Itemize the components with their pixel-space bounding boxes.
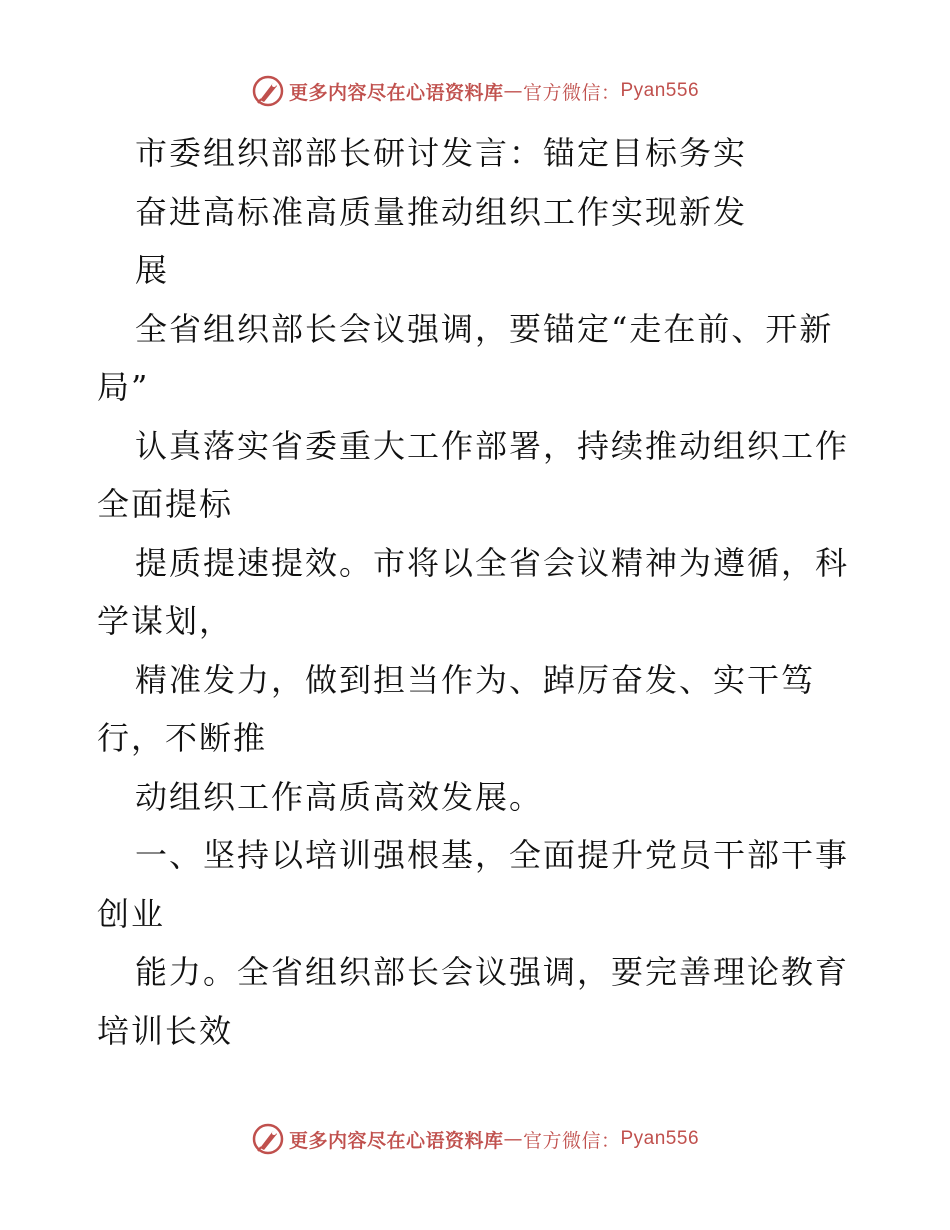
header-wechat-id: Pyan556 (620, 80, 700, 101)
text-line: 全省组织部长会议强调，要锚定“走在前、开新 (135, 309, 834, 348)
text-line: 认真落实省委重大工作部署，持续推动组织工作 (135, 426, 850, 465)
header-wechat-label: 官方微信： (522, 81, 621, 104)
text-line: 创业 (97, 894, 166, 933)
header-brand-text: 更多内容尽在心语资料库 (288, 81, 504, 104)
footer-separator: — (503, 1128, 523, 1150)
footer-wechat-label: 官方微信： (522, 1129, 621, 1152)
text-line: 培训长效 (97, 1011, 234, 1050)
text-line: 精准发力，做到担当作为、踔厉奋发、实干笃 (135, 660, 816, 699)
text-line: 提质提速提效。市将以全省会议精神为遵循，科 (135, 543, 850, 582)
text-line: 能力。全省组织部长会议强调，要完善理论教育 (135, 953, 850, 991)
text-line: 行，不断推 (97, 719, 268, 757)
text-line: 学谋划， (97, 602, 234, 640)
text-line: 展 (135, 251, 170, 289)
header-banner (0, 71, 950, 111)
text-line: 奋进高标准高质量推动组织工作实现新发 (135, 192, 748, 231)
document-body (97, 124, 867, 1060)
text-line: 动组织工作高质高效发展。 (135, 777, 544, 816)
header-separator: — (503, 80, 523, 102)
quill-pen-logo-icon (251, 1122, 285, 1156)
text-line: 市委组织部部长研讨发言：锚定目标务实 (135, 134, 748, 172)
quill-pen-logo-icon (251, 74, 285, 108)
footer-brand-text: 更多内容尽在心语资料库 (288, 1129, 504, 1152)
text-line: 局” (97, 368, 150, 406)
text-line: 全面提标 (97, 485, 234, 523)
footer-wechat-id: Pyan556 (620, 1128, 700, 1149)
footer-banner (0, 1119, 950, 1159)
text-line: 一、坚持以培训强根基，全面提升党员干部干事 (135, 836, 850, 874)
